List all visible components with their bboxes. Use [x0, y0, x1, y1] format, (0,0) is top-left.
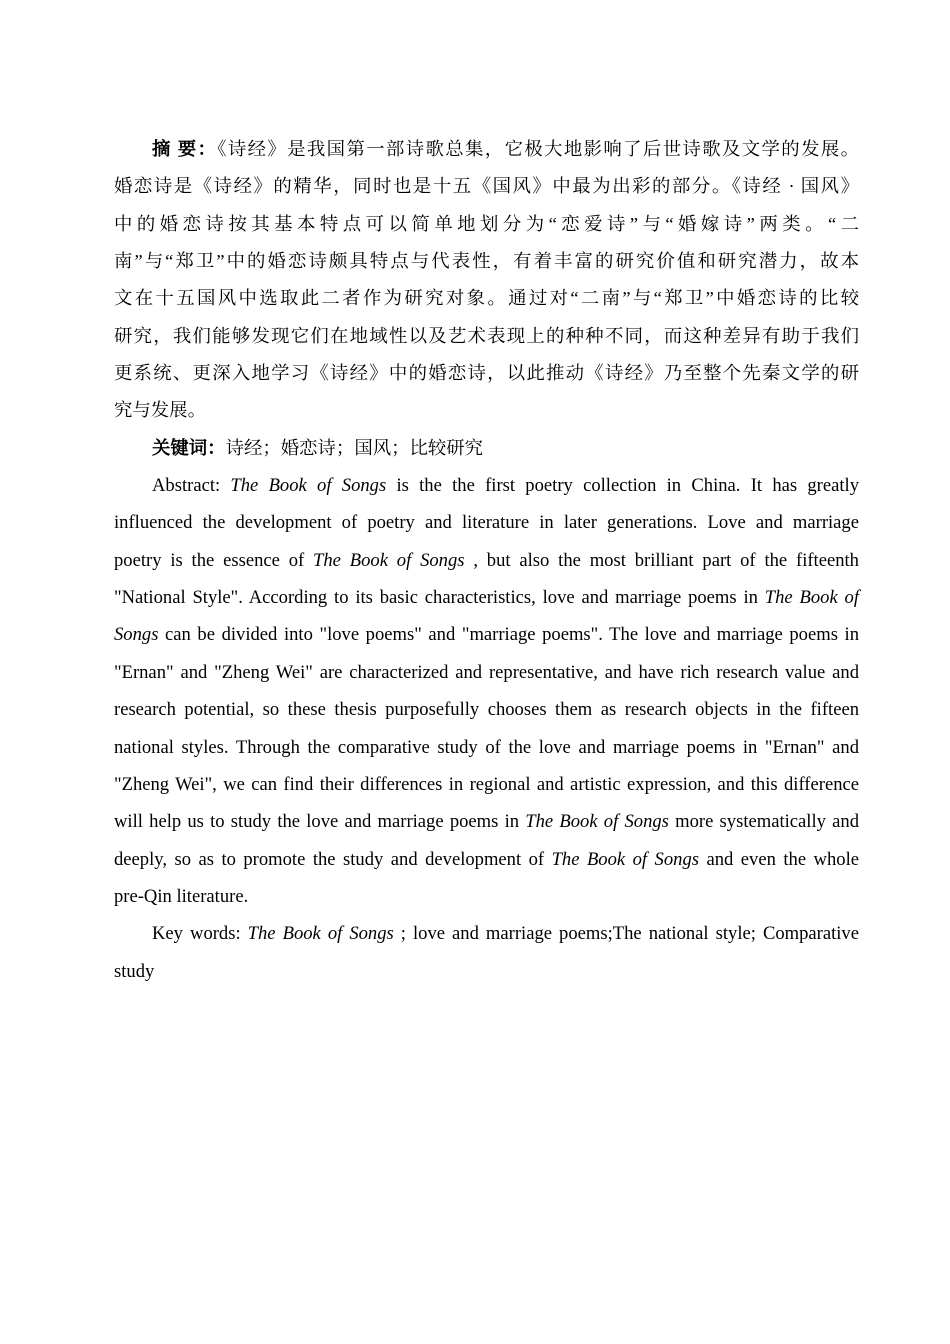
text-segment: 南”与“郑卫”中的婚恋诗颇具特点与代表性，有着丰富的研究价值和研究潜力，故本 [114, 251, 859, 272]
text-line [114, 803, 859, 840]
italic-title: The Book of Songs [525, 811, 669, 833]
bold-label: 关键词： [152, 437, 226, 458]
text-segment: 文在十五国风中选取此二者作为研究对象。通过对“二南”与“郑卫”中婚恋诗的比较 [114, 288, 859, 309]
text-line [114, 841, 859, 878]
text-segment: and even the whole [698, 848, 859, 870]
text-segment: influenced the development of poetry and literature in later generations. Love and marriage [114, 512, 859, 534]
text-segment: study [114, 960, 155, 982]
text-line [114, 878, 859, 915]
text-line [114, 915, 859, 952]
chinese-keywords [114, 430, 859, 467]
text-line [114, 355, 859, 392]
text-line [114, 729, 859, 766]
text-line [114, 467, 859, 504]
text-segment: 诗经；婚恋诗；国风；比较研究 [225, 437, 484, 458]
text-segment: ; love and marriage poems;The national style; Comparative [393, 923, 859, 945]
text-line [114, 206, 859, 243]
text-segment: poetry is the essence of [114, 549, 314, 571]
text-segment: 中的婚恋诗按其基本特点可以简单地划分为“恋爱诗”与“婚嫁诗”两类。“二 [114, 213, 859, 234]
italic-title: The Book of Songs [247, 923, 394, 945]
text-segment: pre-Qin literature. [114, 885, 249, 907]
text-line [114, 280, 859, 317]
text-segment: is the the first poetry collection in China. It has greatly [386, 475, 859, 497]
text-line [114, 654, 859, 691]
text-line [114, 691, 859, 728]
text-line [114, 243, 859, 280]
text-line [114, 766, 859, 803]
text-segment: 研究，我们能够发现它们在地域性以及艺术表现上的种种不同，而这种差异有助于我们 [114, 325, 859, 346]
text-line [114, 616, 859, 653]
text-segment: Abstract: [152, 475, 231, 497]
text-segment: "Zheng Wei", we can find their differences in regional and artistic expression, and this difference [114, 773, 859, 795]
text-line [114, 131, 859, 168]
italic-title: The Book of Songs [551, 848, 699, 870]
text-segment: "Ernan" and "Zheng Wei" are characterized and representative, and have rich research value and [114, 661, 859, 683]
text-line [114, 953, 859, 990]
text-line [114, 579, 859, 616]
text-segment: research potential, so these thesis purposefully chooses them as research objects in the fifteen [114, 699, 859, 721]
text-line [114, 318, 859, 355]
italic-title: The Book of [764, 587, 860, 609]
text-segment: "National Style". According to its basic characteristics, love and marriage poems in [114, 587, 765, 609]
text-segment: Key words: [152, 923, 248, 945]
english-abstract [114, 467, 859, 915]
text-segment: 究与发展。 [114, 400, 206, 421]
text-line [114, 542, 859, 579]
text-segment: 婚恋诗是《诗经》的精华，同时也是十五《国风》中最为出彩的部分。《诗经 · 国风》 [114, 176, 859, 197]
text-segment: can be divided into "love poems" and "marriage poems". The love and marriage poems in [158, 624, 859, 646]
text-segment: will help us to study the love and marriage poems in [114, 811, 526, 833]
text-line [114, 392, 859, 429]
text-segment: more systematically and [668, 811, 859, 833]
text-segment: 《诗经》是我国第一部诗歌总集，它极大地影响了后世诗歌及文学的发展。 [217, 139, 859, 159]
text-line [114, 504, 859, 541]
text-segment: national styles. Through the comparative study of the love and marriage poems in "Ernan" and [114, 736, 859, 758]
english-keywords [114, 915, 859, 990]
text-segment: deeply, so as to promote the study and development of [114, 848, 552, 870]
italic-title: The Book of Songs [313, 549, 465, 571]
chinese-abstract [114, 131, 859, 430]
text-line [114, 430, 859, 467]
text-segment: , but also the most brilliant part of the fifteenth [464, 549, 859, 571]
italic-title: The Book of Songs [230, 475, 387, 497]
document-page [114, 131, 859, 990]
text-line [114, 168, 859, 205]
italic-title: Songs [114, 624, 159, 646]
bold-label: 摘 要： [152, 139, 218, 159]
text-segment: 更系统、更深入地学习《诗经》中的婚恋诗，以此推动《诗经》乃至整个先秦文学的研 [114, 363, 859, 384]
